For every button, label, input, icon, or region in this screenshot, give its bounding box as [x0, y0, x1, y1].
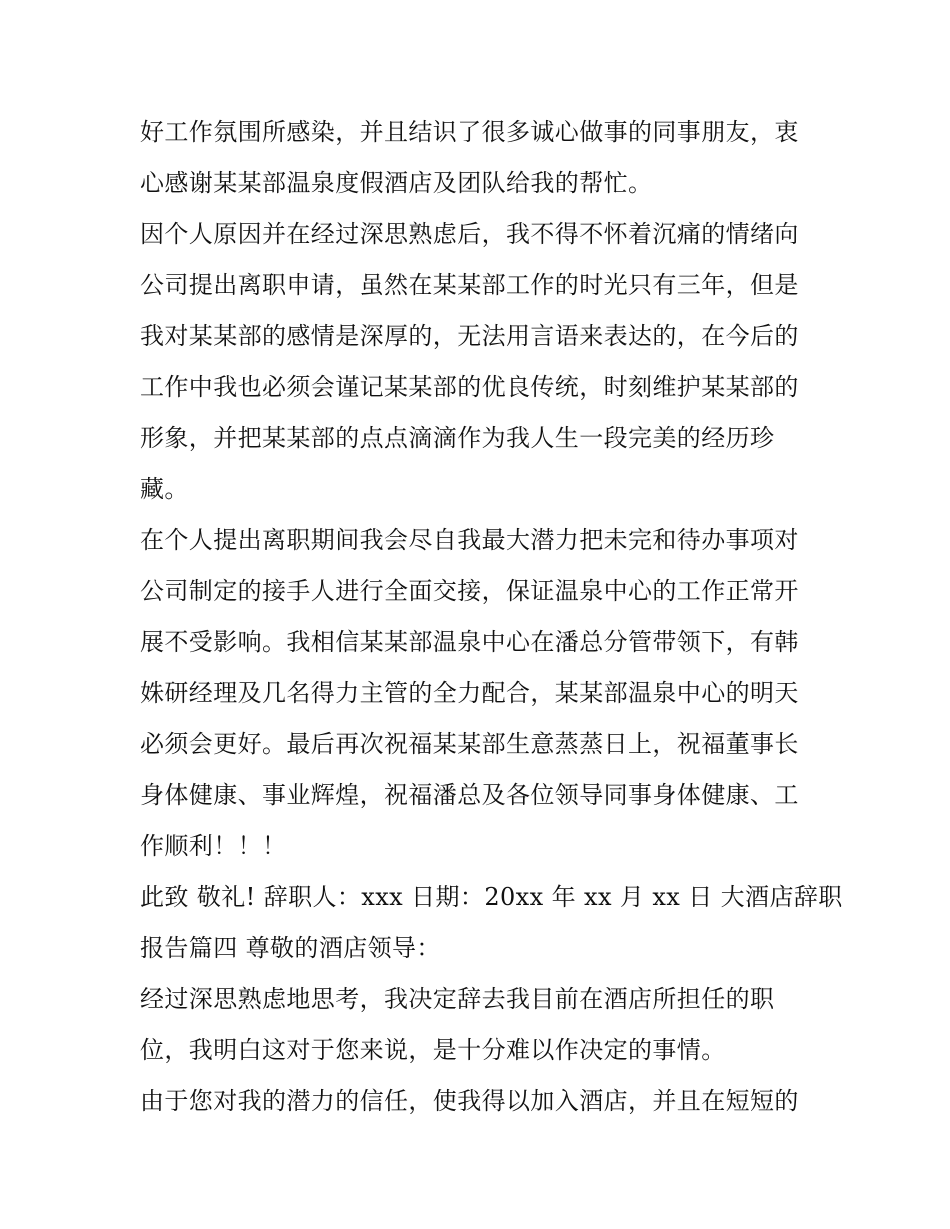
text-line: 作顺利！！！ [140, 832, 287, 860]
text-line: 公司提出离职申请，虽然在某某部工作的时光只有三年，但是 [140, 271, 799, 299]
text-line: 形象，并把某某部的点点滴滴作为我人生一段完美的经历珍 [140, 424, 775, 452]
text-line: 藏。 [140, 475, 189, 503]
text-line: 好工作氛围所感染，并且结识了很多诚心做事的同事朋友，衷 [140, 118, 799, 146]
text-line: 由于您对我的潜力的信任，使我得以加入酒店，并且在短短的 [140, 1087, 799, 1115]
text-line: 我对某某部的感情是深厚的，无法用言语来表达的，在今后的 [140, 322, 799, 350]
text-line: 位，我明白这对于您来说，是十分难以作决定的事情。 [140, 1036, 726, 1064]
text-line: 姝研经理及几名得力主管的全力配合，某某部温泉中心的明天 [140, 679, 799, 707]
text-line: 报告篇四 尊敬的酒店领导： [140, 934, 441, 962]
text-line: 展不受影响。我相信某某部温泉中心在潘总分管带领下，有韩 [140, 628, 799, 656]
document-body [140, 107, 843, 1127]
text-line: 此致 敬礼! 辞职人：xxx 日期：20xx 年 xx 月 xx 日 大酒店辞职 [140, 883, 843, 911]
text-line: 因个人原因并在经过深思熟虑后，我不得不怀着沉痛的情绪向 [140, 220, 799, 248]
text-line: 经过深思熟虑地思考，我决定辞去我目前在酒店所担任的职 [140, 985, 775, 1013]
text-line: 公司制定的接手人进行全面交接，保证温泉中心的工作正常开 [140, 577, 799, 605]
text-line: 心感谢某某部温泉度假酒店及团队给我的帮忙。 [140, 169, 653, 197]
text-line: 必须会更好。最后再次祝福某某部生意蒸蒸日上，祝福董事长 [140, 730, 799, 758]
text-line: 工作中我也必须会谨记某某部的优良传统，时刻维护某某部的 [140, 373, 799, 401]
text-line: 在个人提出离职期间我会尽自我最大潜力把未完和待办事项对 [140, 526, 799, 554]
text-line: 身体健康、事业辉煌，祝福潘总及各位领导同事身体健康、工 [140, 781, 799, 809]
